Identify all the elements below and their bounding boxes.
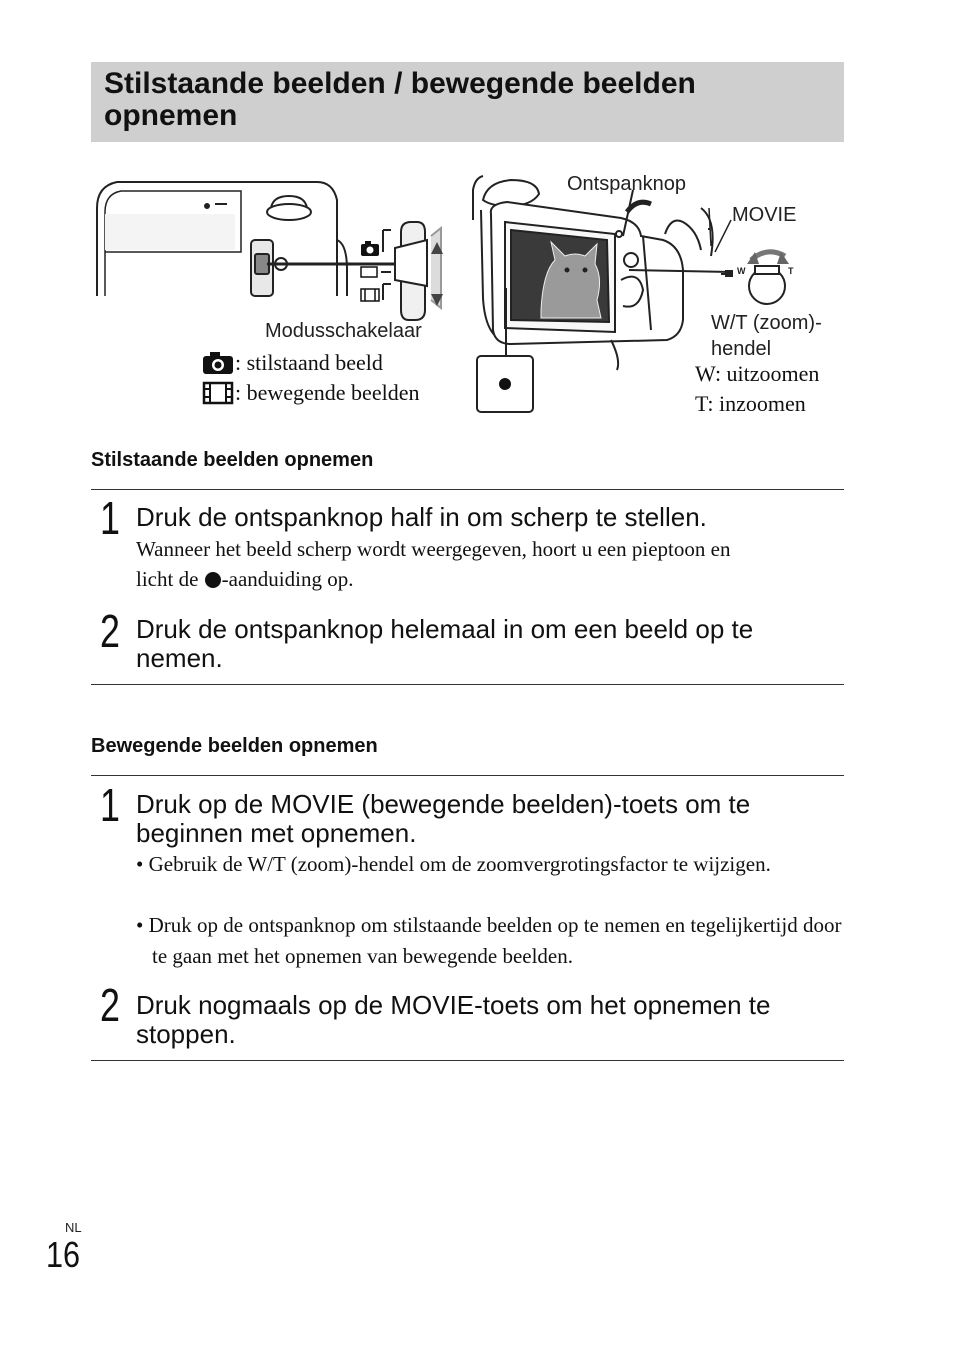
bullet-text: Druk op de ontspanknop om stilstaande beelden op te nemen en tegelijkertijd door te gaan met het opnemen van bewegende beelden. bbox=[148, 913, 842, 968]
movie-mode-legend bbox=[202, 378, 419, 408]
mode-switch-detail bbox=[267, 222, 443, 320]
section-heading-still: Stilstaande beelden opnemen bbox=[91, 449, 374, 471]
page-title: Stilstaande beelden / bewegende beelden opnemen bbox=[104, 67, 696, 132]
bullet-text: Gebruik de W/T (zoom)-hendel om de zoomvergrotingsfactor te wijzigen. bbox=[148, 852, 771, 876]
section-heading-movie: Bewegende beelden opnemen bbox=[91, 735, 378, 757]
step-body-post: -aanduiding op. bbox=[221, 567, 354, 591]
step-body: Wanneer het beeld scherp wordt weergegeven, hoort u een pieptoon en bbox=[136, 537, 731, 561]
step-number: 1 bbox=[100, 779, 120, 831]
movie-mode-text: : bewegende beelden bbox=[235, 380, 420, 405]
step-title: Druk nogmaals op de MOVIE-toets om het opnemen te bbox=[136, 990, 771, 1020]
divider bbox=[91, 684, 844, 685]
film-icon bbox=[202, 381, 234, 405]
zoom-out-label: W: uitzoomen bbox=[695, 361, 820, 386]
divider bbox=[91, 1060, 844, 1061]
zoom-t-mark: T bbox=[788, 266, 794, 276]
switch-camera-icon bbox=[361, 241, 379, 256]
shutter-button-label: Ontspanknop bbox=[567, 173, 686, 195]
step-body-2 bbox=[136, 564, 353, 594]
zoom-in-label: T: inzoomen bbox=[695, 391, 806, 416]
step-number: 2 bbox=[100, 979, 120, 1031]
step-title: Druk de ontspanknop helemaal in om een beeld op te bbox=[136, 614, 754, 644]
zoom-w-mark: W bbox=[737, 266, 746, 276]
divider bbox=[91, 775, 844, 776]
divider bbox=[91, 489, 844, 490]
step-title-cont: beginnen met opnemen. bbox=[136, 818, 417, 848]
step-body-pre: licht de bbox=[136, 567, 204, 591]
movie-button-label: MOVIE bbox=[732, 204, 797, 226]
focus-indicator-icon bbox=[205, 572, 221, 588]
step-title: Druk de ontspanknop half in om scherp te stellen. bbox=[136, 502, 707, 532]
still-mode-text: : stilstaand beeld bbox=[235, 350, 383, 375]
step-title: Druk op de MOVIE (bewegende beelden)-toets om te bbox=[136, 789, 751, 819]
bullet-item: • Druk op de ontspanknop om stilstaande beelden op te nemen en tegelijkertijd door te gaan met het opnemen van bewegende beelden. bbox=[136, 913, 842, 968]
camera-icon bbox=[202, 351, 234, 375]
switch-rect-icon bbox=[361, 267, 377, 277]
bullet-item: • Gebruik de W/T (zoom)-hendel om de zoomvergrotingsfactor te wijzigen. bbox=[136, 852, 771, 876]
step-number: 1 bbox=[100, 492, 120, 544]
switch-film-icon bbox=[361, 289, 379, 301]
zoom-lever-label-2: hendel bbox=[711, 338, 772, 360]
step-number: 2 bbox=[100, 605, 120, 657]
language-code: NL bbox=[65, 1220, 82, 1235]
step-title-cont: stoppen. bbox=[136, 1019, 236, 1049]
still-mode-legend bbox=[202, 348, 383, 378]
camera-back-view bbox=[473, 176, 713, 370]
page-number: 16 bbox=[46, 1234, 81, 1275]
camera-top-view bbox=[97, 182, 347, 296]
step-title-cont: nemen. bbox=[136, 643, 223, 673]
zoom-lever-label: W/T (zoom)- bbox=[711, 312, 822, 334]
mode-switch-label: Modusschakelaar bbox=[265, 320, 422, 342]
